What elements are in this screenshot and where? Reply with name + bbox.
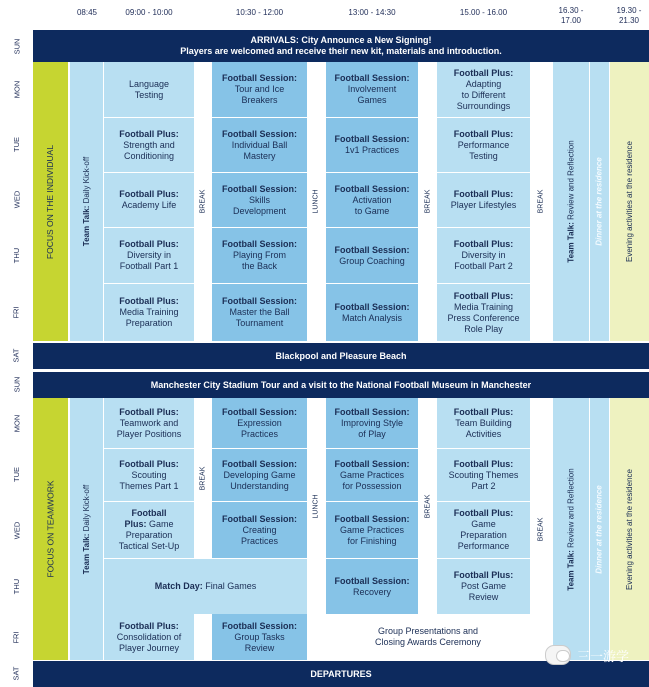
week2-lunch: LUNCH	[308, 398, 325, 614]
time-header-1630: 16.30 - 17.00	[558, 6, 584, 25]
watermark	[545, 645, 629, 665]
session-cell: Language Testing	[104, 62, 194, 117]
week2-focus-band: FOCUS ON TEAMWORK	[33, 398, 68, 660]
departures-banner: DEPARTURES	[33, 661, 649, 687]
day-label: SUN	[12, 376, 21, 392]
day-label: WED	[12, 190, 21, 209]
time-header-1930: 19.30 - 21.30	[616, 6, 642, 25]
session-cell: Football Session: Master the Ball Tournament	[212, 284, 307, 341]
session-cell: Football Plus: Consolidation of Player Journey	[104, 614, 194, 660]
day-label: MON	[12, 80, 21, 99]
session-cell: Football Plus: Media Training Preparation	[104, 284, 194, 341]
session-cell: Football Plus: Diversity in Football Part 2	[437, 228, 530, 283]
session-cell: Football Session: Group Tasks Review	[212, 614, 307, 660]
day-label: SAT	[12, 348, 21, 363]
session-cell: Football Session: Improving Style of Play	[326, 398, 418, 448]
time-header-0900: 09:00 - 10:00	[125, 8, 173, 17]
match-day-cell: Match Day: Final Games	[104, 559, 307, 614]
week2-team-talk-kickoff: Team Talk: Daily Kick-off	[70, 398, 103, 660]
time-header-0845: 08:45	[76, 8, 98, 17]
time-header-1500: 15.00 - 16.00	[459, 8, 508, 17]
session-cell: Football Plus: Performance Testing	[437, 118, 530, 172]
session-cell: Football Plus: Strength and Conditioning	[104, 118, 194, 172]
time-header-1030: 10:30 - 12:00	[235, 8, 284, 17]
session-cell: Football Plus: Academy Life	[104, 173, 194, 227]
session-cell: Football Session: Expression Practices	[212, 398, 307, 448]
session-cell: Football Plus: Player Lifestyles	[437, 173, 530, 227]
session-cell: Football Session: Involvement Games	[326, 62, 418, 117]
day-label: SAT	[12, 666, 21, 681]
day-label: FRI	[12, 630, 21, 644]
session-cell: Football Plus: Media Training Press Conference Role Play	[437, 284, 530, 341]
session-cell: Football Plus: Scouting Themes Part 2	[437, 449, 530, 501]
arrivals-title: ARRIVALS: City Announce a New Signing!	[250, 35, 432, 45]
blackpool-banner: Blackpool and Pleasure Beach	[33, 343, 649, 369]
time-header-1300: 13:00 - 14:30	[348, 8, 396, 17]
session-cell: Football Plus: Teamwork and Player Positions	[104, 398, 194, 448]
session-cell: Football Session: Developing Game Understanding	[212, 449, 307, 501]
week1-break-2: BREAK	[419, 62, 436, 341]
session-cell: Football Plus: Game Preparation Performance	[437, 502, 530, 558]
week2-break-1: BREAK	[195, 398, 211, 559]
session-cell: Football Session: Match Analysis	[326, 284, 418, 341]
session-cell: Football Session: Individual Ball Mastery	[212, 118, 307, 172]
group-presentations-cell: Group Presentations and Closing Awards Ceremony	[326, 614, 530, 660]
day-label: MON	[12, 414, 21, 432]
session-cell: Football Plus: Diversity in Football Part 1	[104, 228, 194, 283]
session-cell: Football Session: Tour and Ice Breakers	[212, 62, 307, 117]
session-cell: Football Session: Creating Practices	[212, 502, 307, 558]
week2-evening-band: Evening activities at the residence	[610, 398, 649, 660]
day-label: WED	[12, 521, 21, 539]
week1-break-3: BREAK	[531, 62, 551, 341]
week1-dinner-band: Dinner at the residence	[590, 62, 609, 341]
week1-lunch: LUNCH	[308, 62, 325, 341]
week1-focus-band: FOCUS ON THE INDIVIDUAL	[33, 62, 68, 341]
session-cell: Football Session: Game Practices for Possession	[326, 449, 418, 501]
week1-team-talk-kickoff: Team Talk: Daily Kick-off	[70, 62, 103, 341]
arrivals-banner	[33, 30, 649, 62]
session-cell: Football Session: Skills Development	[212, 173, 307, 227]
day-label: THU	[11, 578, 21, 595]
arrivals-subtitle: Players are welcomed and receive their new kit, materials and introduction.	[180, 46, 502, 56]
session-cell: Football Plus: Post Game Review	[437, 559, 530, 614]
manchester-banner: Manchester City Stadium Tour and a visit to the National Football Museum in Manchester	[33, 372, 649, 398]
session-cell: Football Session: Group Coaching	[326, 228, 418, 283]
wechat-icon	[545, 645, 571, 665]
session-cell: Football Plus: Game Preparation Tactical Set-Up	[104, 502, 194, 558]
day-label: TUE	[12, 137, 21, 152]
day-label: TUE	[12, 467, 21, 482]
session-cell: Football Session: Activation to Game	[326, 173, 418, 227]
week1-evening-band: Evening activities at the residence	[610, 62, 649, 341]
session-cell: Football Plus: Adapting to Different Surroundings	[437, 62, 530, 117]
day-label: SUN	[12, 38, 21, 54]
session-cell: Football Plus: Scouting Themes Part 1	[104, 449, 194, 501]
week2-dinner-band: Dinner at the residence	[590, 398, 609, 660]
week1-review-band: Team Talk: Review and Reflection	[553, 62, 589, 341]
day-label: FRI	[12, 305, 21, 319]
session-cell: Football Session: Recovery	[326, 559, 418, 614]
week2-break-3: BREAK	[531, 398, 551, 660]
session-cell: Football Session: 1v1 Practices	[326, 118, 418, 172]
week1-break-1: BREAK	[195, 62, 211, 341]
day-label: THU	[11, 247, 21, 263]
session-cell: Football Session: Playing From the Back	[212, 228, 307, 283]
watermark-text: 三一游学	[576, 648, 629, 664]
week2-review-band: Team Talk: Review and Reflection	[553, 398, 589, 660]
session-cell: Football Plus: Team Building Activities	[437, 398, 530, 448]
week2-break-2: BREAK	[419, 398, 436, 614]
session-cell: Football Session: Game Practices for Finishing	[326, 502, 418, 558]
